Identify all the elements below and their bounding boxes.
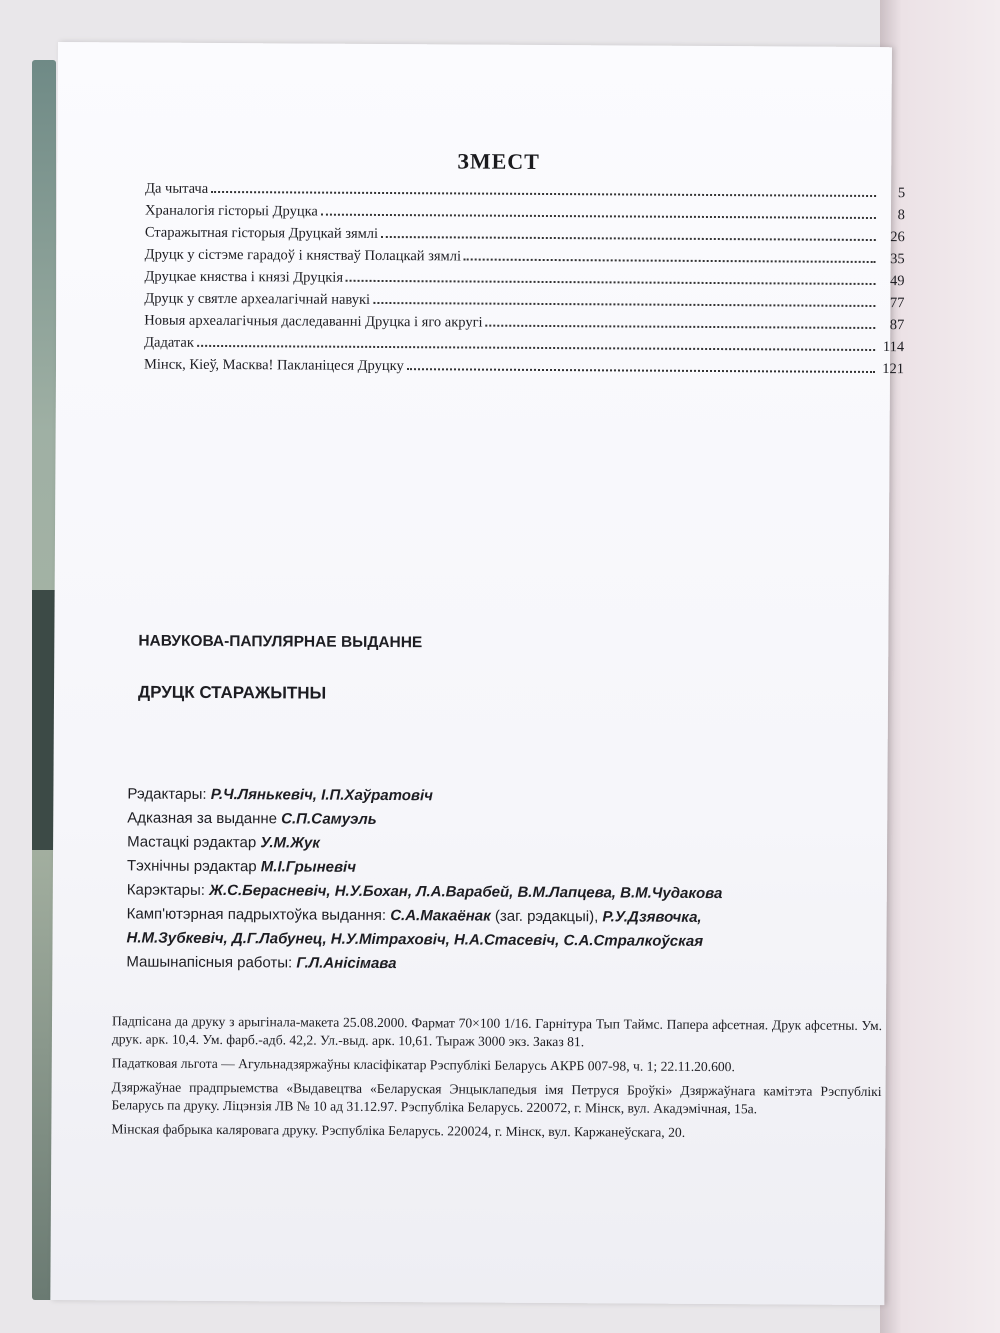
credit-names: С.П.Самуэль [281,810,377,828]
toc-entry-label: Новыя археалагічныя даследаванні Друцка і яго акругі [144,312,483,331]
credit-names: Н.М.Зубкевіч, Д.Г.Лабунец, Н.У.Мітраховіч, Н.А.Стасевіч, С.А.Стралкоўская [126,929,704,950]
toc-leader-dots [373,302,875,307]
toc-entry-label: Храналогія гісторыі Друцка [144,202,318,220]
toc-entry-page: 49 [890,273,905,290]
toc-entry-page: 35 [890,251,905,268]
credit-role: Адказная за выданне [127,809,282,828]
credit-role: Рэдактары: [127,785,211,803]
toc-leader-dots [486,325,876,329]
book-title: ДРУЦК СТАРАЖЫТНЫ [137,682,327,703]
toc-entry-label: Друцк у святле археалагічнай навукі [144,290,371,308]
toc-entry-label: Дадатак [144,334,194,351]
toc-leader-dots [464,258,876,263]
credit-names: У.М.Жук [260,834,320,852]
credit-names: Р.У.Дзявочка, [602,908,702,926]
toc-entry [144,357,904,384]
credit-role: Мастацкі рэдактар [127,833,261,852]
credit-role: Машынапісныя работы: [126,953,297,972]
credit-line [126,950,886,979]
toc-entry-page: 77 [889,295,905,312]
toc-entry-page: 26 [890,229,905,246]
edition-type: НАВУКОВА-ПАПУЛЯРНАЕ ВЫДАННЕ [138,632,423,652]
credit-names: Ж.С.Берасневіч, Н.У.Бохан, Л.А.Варабей, В.М.Лапцева, В.М.Чудакова [209,881,723,903]
toc-entry-label: Да чытача [145,180,209,197]
toc-entry-label: Друцкае княства і князі Друцкія [144,268,344,286]
credit-role: Карэктары: [126,881,210,899]
credit-names: Р.Ч.Лянькевіч, І.П.Хаўратовіч [210,785,433,805]
toc-leader-dots [407,368,875,373]
credit-role: Камп'ютэрная падрыхтоўка выдання: [126,905,391,925]
toc-leader-dots [346,280,876,285]
imprint-paragraph: Падпісана да друку з арыгінала-макета 25.08.2000. Фармат 70×100 1/16. Гарнітура Тып Таймс. Папера афсетная. Друк афсетны. Ум. друк. арк. 10,4. Ум. фарб.-адб. 42,2. Ул.-выд. арк. 10,61. Тыраж 3000 экз. Заказ 81. [111,1013,883,1050]
credit-role: Тэхнічны рэдактар [126,857,261,876]
table-of-contents [144,181,905,384]
toc-entry-label: Мінск, Кіеў, Масква! Пакланіцеся Друцку [143,356,404,375]
toc-entry-label: Друцк у сістэме гарадоў і княстваў Полацкай зямлі [144,246,462,265]
toc-leader-dots [321,214,876,219]
credit-names: Г.Л.Анісімава [296,954,397,973]
toc-entry-page: 8 [897,207,906,224]
toc-entry-label: Старажытная гісторыя Друцкай зямлі [144,224,379,242]
imprint-paragraph: Мінская фабрыка каляровага друку. Рэспубліка Беларусь. 220024, г. Мінск, вул. Каржанеўскага, 20. [111,1121,686,1140]
toc-leader-dots [381,236,876,241]
imprint-paragraph: Падатковая льгота — Агульнадзяржаўны класіфікатар Рэспублікі Беларусь АКРБ 007-98, ч. 1; 22.11.20.600. [111,1055,735,1075]
credits-block [126,782,887,979]
credit-names: М.І.Грыневіч [260,858,357,876]
toc-title: ЗМЕСТ [457,148,540,174]
toc-leader-dots [211,191,876,197]
toc-leader-dots [197,345,875,351]
book-page [50,42,906,1305]
toc-entry-page: 121 [882,361,905,378]
imprint-paragraph: Дзяржаўнае прадпрыемства «Выдавецтва «Беларуская Энцыклапедыя імя Петруся Броўкі» Дзяржаўнага камітэта Рэспублікі Беларусь па друку. Ліцэнзія ЛВ № 10 ад 31.12.97. Рэспубліка Беларусь. 220072, г. Мінск, вул. Акадэмічная, 15а. [111,1079,882,1117]
credit-names: С.А.Макаёнак [390,907,491,925]
credit-extra: (заг. рэдакцыі), [490,907,603,926]
toc-entry-page: 114 [882,339,905,356]
imprint-block [111,1012,882,1149]
toc-entry-page: 5 [897,185,906,202]
toc-entry-page: 87 [889,317,905,334]
